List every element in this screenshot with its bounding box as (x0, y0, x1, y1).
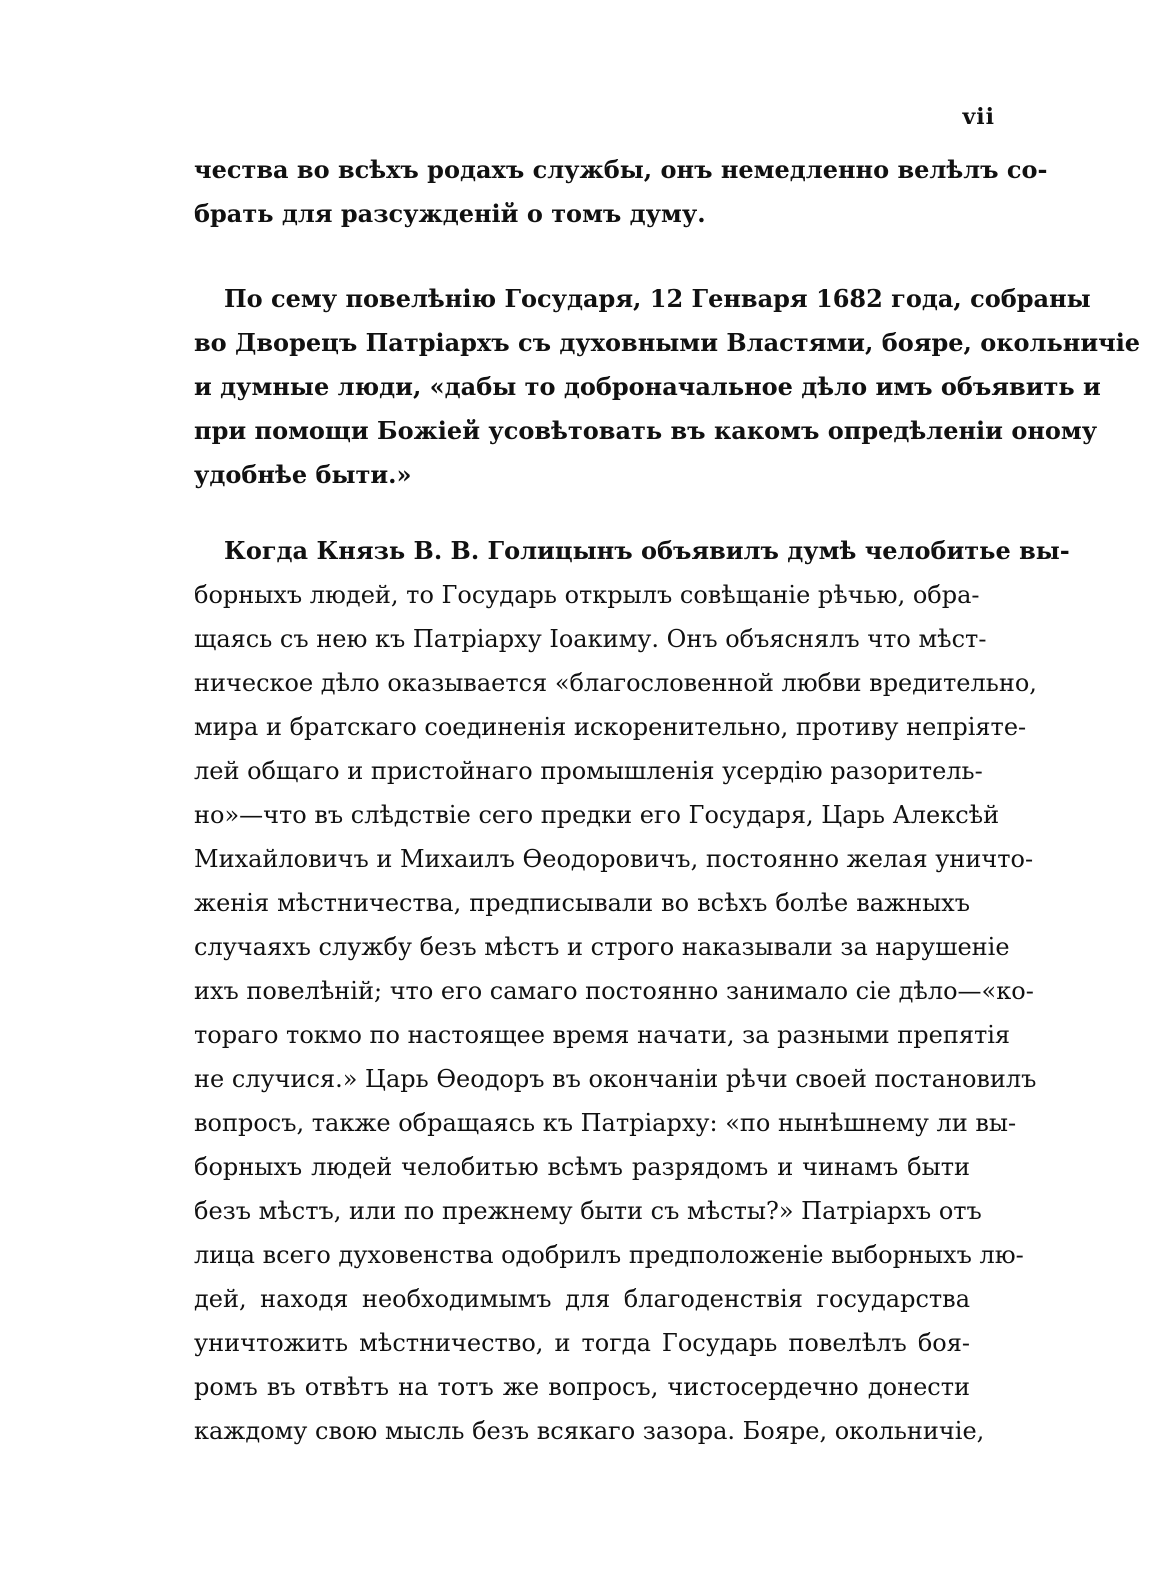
text-line: случаяхъ службу безъ мѣстъ и строго наказывали за нарушеніе (194, 933, 1010, 961)
text-line: но»—что въ слѣдствіе сего предки его Государя, Царь Алексѣй (194, 801, 1000, 829)
text-line: вопросъ, также обращаясь къ Патріарху: «по нынѣшнему ли вы- (194, 1109, 1017, 1137)
text-line: во Дворецъ Патріархъ съ духовными Властями, бояре, окольничіе (194, 328, 1141, 357)
paragraph-2 (194, 277, 1141, 497)
text-line: при помощи Божіей усовѣтовать въ какомъ опредѣленіи оному (194, 416, 1098, 445)
text-line: мира и братскаго соединенія искоренительно, противу непріяте- (194, 713, 1027, 741)
text-line: чества во всѣхъ родахъ службы, онъ немедленно велѣлъ со- (194, 155, 1048, 184)
text-line: безъ мѣстъ, или по прежнему быти съ мѣсты?» Патріархъ отъ (194, 1197, 982, 1225)
page-number: vii (962, 104, 995, 130)
text-line: борныхъ людей челобитью всѣмъ разрядомъ и чинамъ быти (194, 1153, 970, 1181)
text-line: каждому свою мысль безъ всякаго зазора. Бояре, окольничіе, (194, 1417, 985, 1445)
text-line: щаясь съ нею къ Патріарху Іоакиму. Онъ объяснялъ что мѣст- (194, 625, 987, 653)
text-line: тораго токмо по настоящее время начати, за разными препятія (194, 1021, 1011, 1049)
text-line: Когда Князь В. В. Голицынъ объявилъ думѣ челобитье вы- (224, 536, 1070, 565)
text-line: По сему повелѣнію Государя, 12 Генваря 1682 года, собраны (224, 284, 1091, 313)
text-line: борныхъ людей, то Государь открылъ совѣщаніе рѣчью, обра- (194, 581, 980, 609)
text-line: ническое дѣло оказывается «благословенной любви вредительно, (194, 669, 1037, 697)
text-line: дей, находя необходимымъ для благоденствія государства (194, 1285, 970, 1313)
text-line: ихъ повелѣній; что его самаго постоянно занимало сіе дѣло—«ко- (194, 977, 1034, 1005)
text-line: Михайловичъ и Михаилъ Өеодоровичъ, постоянно желая уничто- (194, 845, 1034, 873)
text-line: не случися.» Царь Өеодоръ въ окончаніи рѣчи своей постановилъ (194, 1065, 1037, 1093)
paragraph-3 (194, 529, 1070, 1453)
text-line: лей общаго и пристойнаго промышленія усердію разоритель- (194, 757, 983, 785)
text-line: и думные люди, «дабы то доброначальное дѣло имъ объявить и (194, 372, 1101, 401)
text-line: уничтожить мѣстничество, и тогда Государь повелѣлъ боя- (194, 1329, 970, 1357)
text-line: лица всего духовенства одобрилъ предположеніе выборныхъ лю- (194, 1241, 1024, 1269)
text-line: ромъ въ отвѣтъ на тотъ же вопросъ, чистосердечно донести (194, 1373, 970, 1401)
text-line: женія мѣстничества, предписывали во всѣхъ болѣе важныхъ (194, 889, 970, 917)
text-line: брать для разсужденій о томъ думу. (194, 199, 706, 228)
paragraph-1 (194, 148, 1048, 236)
text-line: удобнѣе быти.» (194, 460, 412, 489)
